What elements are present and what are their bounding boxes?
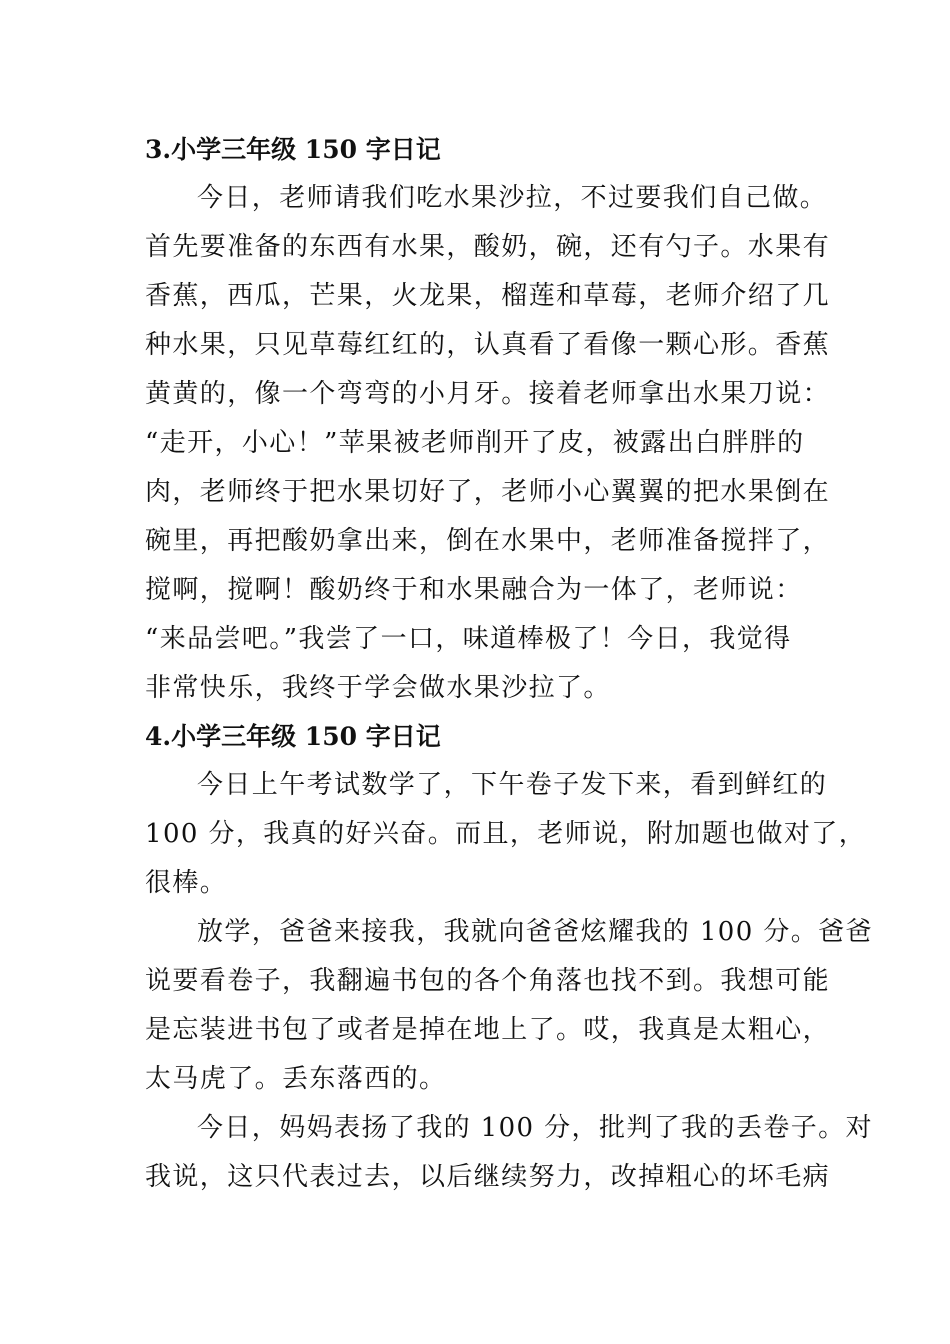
text-line: 碗里，再把酸奶拿出来，倒在水果中，老师准备搅拌了， [145,526,831,556]
section-4-paragraph-3 [145,1104,873,1202]
text-line: “走开，小心！”苹果被老师削开了皮，被露出白胖胖的 [145,428,805,458]
text-line: 我说，这只代表过去，以后继续努力，改掉粗心的坏毛病 [145,1162,831,1192]
text-line: 搅啊，搅啊！酸奶终于和水果融合为一体了，老师说： [145,575,803,605]
text-line: 种水果，只见草莓红红的，认真看了看像一颗心形。香蕉 [145,330,831,360]
text-line: “来品尝吧。”我尝了一口，味道棒极了！今日，我觉得 [145,624,792,654]
text-line: 非常快乐，我终于学会做水果沙拉了。 [145,673,611,703]
text-line: 今日上午考试数学了，下午卷子发下来，看到鲜红的 [197,770,828,800]
text-line: 太马虎了。丢东落西的。 [145,1064,447,1094]
text-line: 今日，老师请我们吃水果沙拉，不过要我们自己做。 [197,183,828,213]
text-line: 肉，老师终于把水果切好了，老师小心翼翼的把水果倒在 [145,477,831,507]
text-line: 黄黄的，像一个弯弯的小月牙。接着老师拿出水果刀说： [145,379,831,409]
section-3-title: 3.小学三年级 150 字日记 [145,135,441,164]
text-line: 放学，爸爸来接我，我就向爸爸炫耀我的 100 分。爸爸 [197,917,873,947]
section-4-paragraph-2 [145,908,873,1104]
text-line: 香蕉，西瓜，芒果，火龙果，榴莲和草莓，老师介绍了几 [145,281,831,311]
text-line: 首先要准备的东西有水果，酸奶，碗，还有勺子。水果有 [145,232,831,262]
document-page [145,126,873,1202]
text-line: 是忘装进书包了或者是掉在地上了。哎，我真是太粗心， [145,1015,831,1045]
section-4-paragraph-1 [145,761,867,908]
text-line: 说要看卷子，我翻遍书包的各个角落也找不到。我想可能 [145,966,831,996]
text-line: 100 分，我真的好兴奋。而且，老师说，附加题也做对了， [145,819,867,849]
text-line: 很棒。 [145,868,228,898]
section-4-title: 4.小学三年级 150 字日记 [145,722,441,751]
text-line: 今日，妈妈表扬了我的 100 分，批判了我的丢卷子。对 [197,1113,873,1143]
section-3-paragraph-1 [145,174,831,713]
